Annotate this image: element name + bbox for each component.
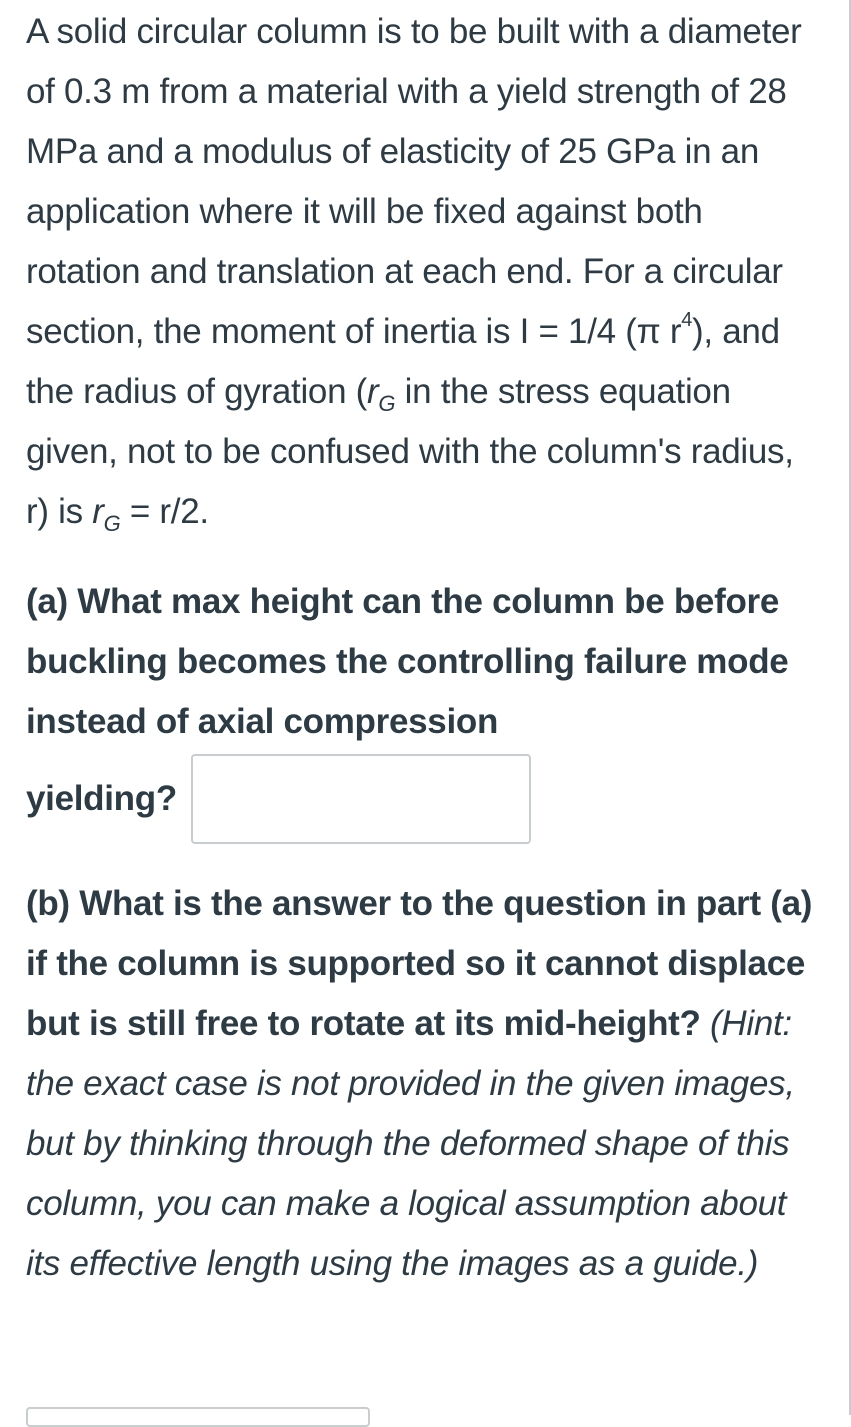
- radius-of-gyration-subscript-2: G: [103, 511, 121, 536]
- problem-text-1: A solid circular column is to be built with a diameter of 0.3 m from a material with a yield strength of 28 MPa and a modulus of elasticity of 25 GPa in an application where it will be fixed against both rotation and translation at each end. For a circular section, the moment of inertia is I = 1/4 (π r: [26, 12, 802, 351]
- question-a-last-word: yielding?: [26, 779, 177, 818]
- radius-of-gyration-symbol: r: [367, 372, 379, 411]
- problem-text-2: ), and the radius of gyration (: [26, 312, 780, 411]
- question-b-hint: (Hint: the exact case is not provided in the given images, but by thinking through the deformed shape of this column, you can make a logical assumption about its effective length using the images as a guide.): [26, 1004, 795, 1283]
- exponent: 4: [681, 309, 693, 332]
- radius-of-gyration-subscript: G: [378, 391, 396, 416]
- radius-of-gyration-symbol-2: r: [92, 492, 104, 531]
- problem-text-4: = r/2.: [120, 492, 209, 531]
- question-content: [26, 0, 816, 1294]
- question-a-text: (a) What max height can the column be before buckling becomes the controlling failure mode instead of axial compression: [26, 582, 789, 741]
- question-b: [26, 874, 816, 1294]
- question-b-text: (b) What is the answer to the question in part (a) if the column is supported so it cannot displace but is still free to rotate at its mid-height?: [26, 884, 813, 1043]
- answer-input-a[interactable]: [191, 754, 531, 844]
- problem-text-3: in the stress equation given, not to be confused with the column's radius, r) is: [26, 372, 794, 531]
- question-a: [26, 572, 816, 752]
- question-a-answer-row: [26, 752, 816, 846]
- problem-statement: [26, 2, 816, 542]
- answer-input-b[interactable]: [26, 1407, 370, 1427]
